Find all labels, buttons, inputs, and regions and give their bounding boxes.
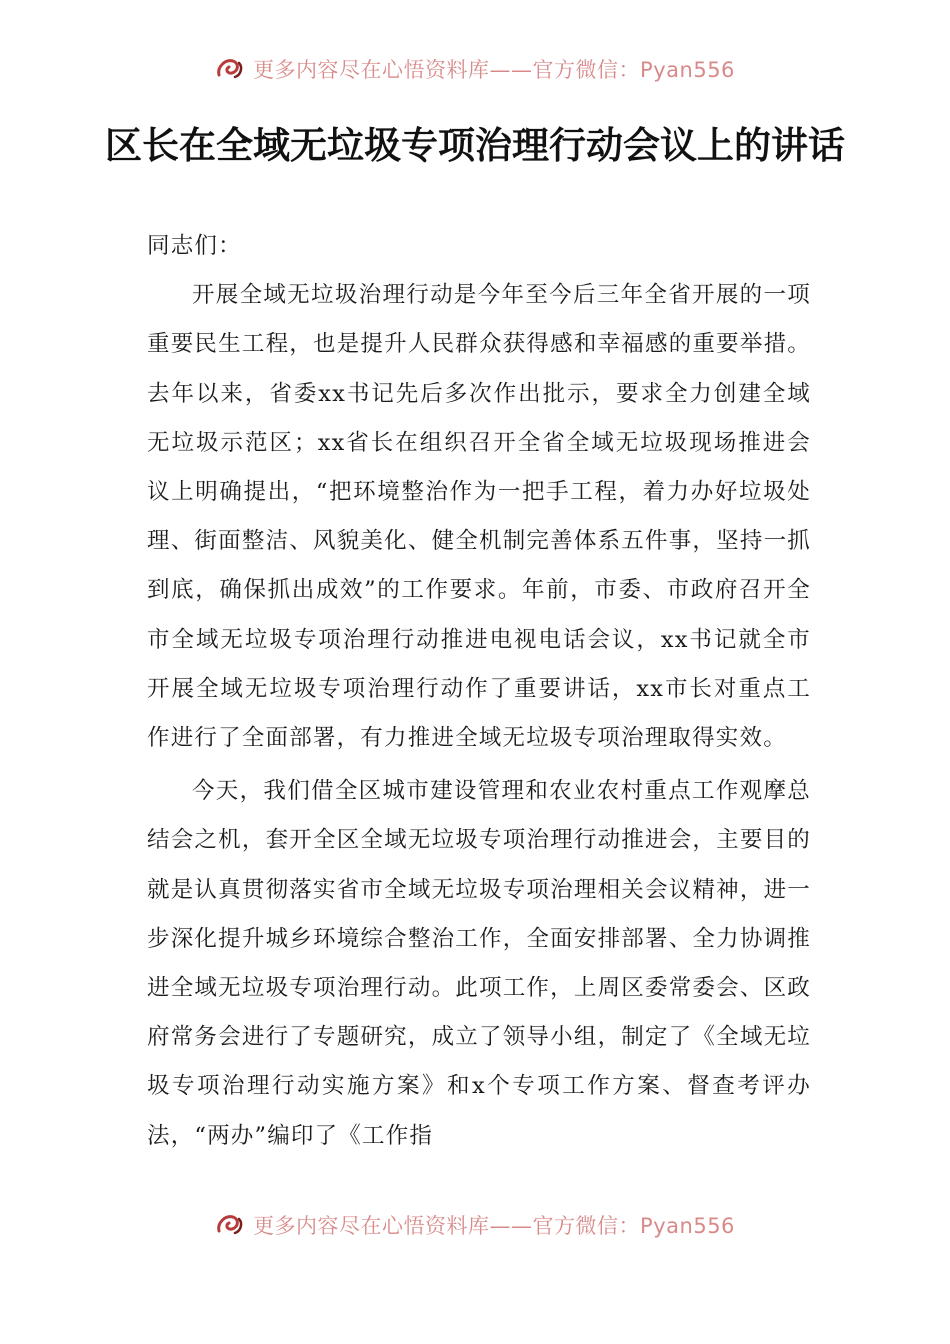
- watermark-footer: [0, 1208, 950, 1242]
- salutation: 同志们：: [147, 233, 242, 259]
- paragraph-2: 今天，我们借全区城市建设管理和农业农村重点工作观摩总结会之机，套开全区全域无垃圾专项治理行动推进会，主要目的就是认真贯彻落实省市全域无垃圾专项治理相关会议精神，进一步深化提升城乡环境综合整治工作，全面安排部署、全力协调推进全域无垃圾专项治理行动。此项工作，上周区委常委会、区政府常务会进行了专题研究，成立了领导小组，制定了《全域无垃圾专项治理行动实施方案》和x个专项工作方案、督查考评办法，“两办”编印了《工作指: [147, 778, 811, 1149]
- document-body: [147, 222, 811, 1165]
- watermark-text: 更多内容尽在心悟资料库——官方微信：Pyan556: [253, 58, 735, 82]
- paragraph-1: 开展全域无垃圾治理行动是今年至今后三年全省开展的一项重要民生工程，也是提升人民群众获得感和幸福感的重要举措。去年以来，省委xx书记先后多次作出批示，要求全力创建全域无垃圾示范区；xx省长在组织召开全省全域无垃圾现场推进会议上明确提出，“把环境整治作为一把手工程，着力办好垃圾处理、街面整洁、风貌美化、健全机制完善体系五件事，坚持一抓到底，确保抓出成效”的工作要求。年前，市委、市政府召开全市全域无垃圾专项治理行动推进电视电话会议，xx书记就全市开展全域无垃圾专项治理行动作了重要讲话，xx市长对重点工作进行了全面部署，有力推进全域无垃圾专项治理取得实效。: [147, 282, 811, 752]
- document-title: 区长在全域无垃圾专项治理行动会议上的讲话: [105, 123, 845, 167]
- swirl-logo-icon: [215, 55, 245, 83]
- swirl-logo-icon: [215, 1211, 245, 1239]
- watermark-header: [0, 52, 950, 86]
- watermark-text: 更多内容尽在心悟资料库——官方微信：Pyan556: [253, 1214, 735, 1238]
